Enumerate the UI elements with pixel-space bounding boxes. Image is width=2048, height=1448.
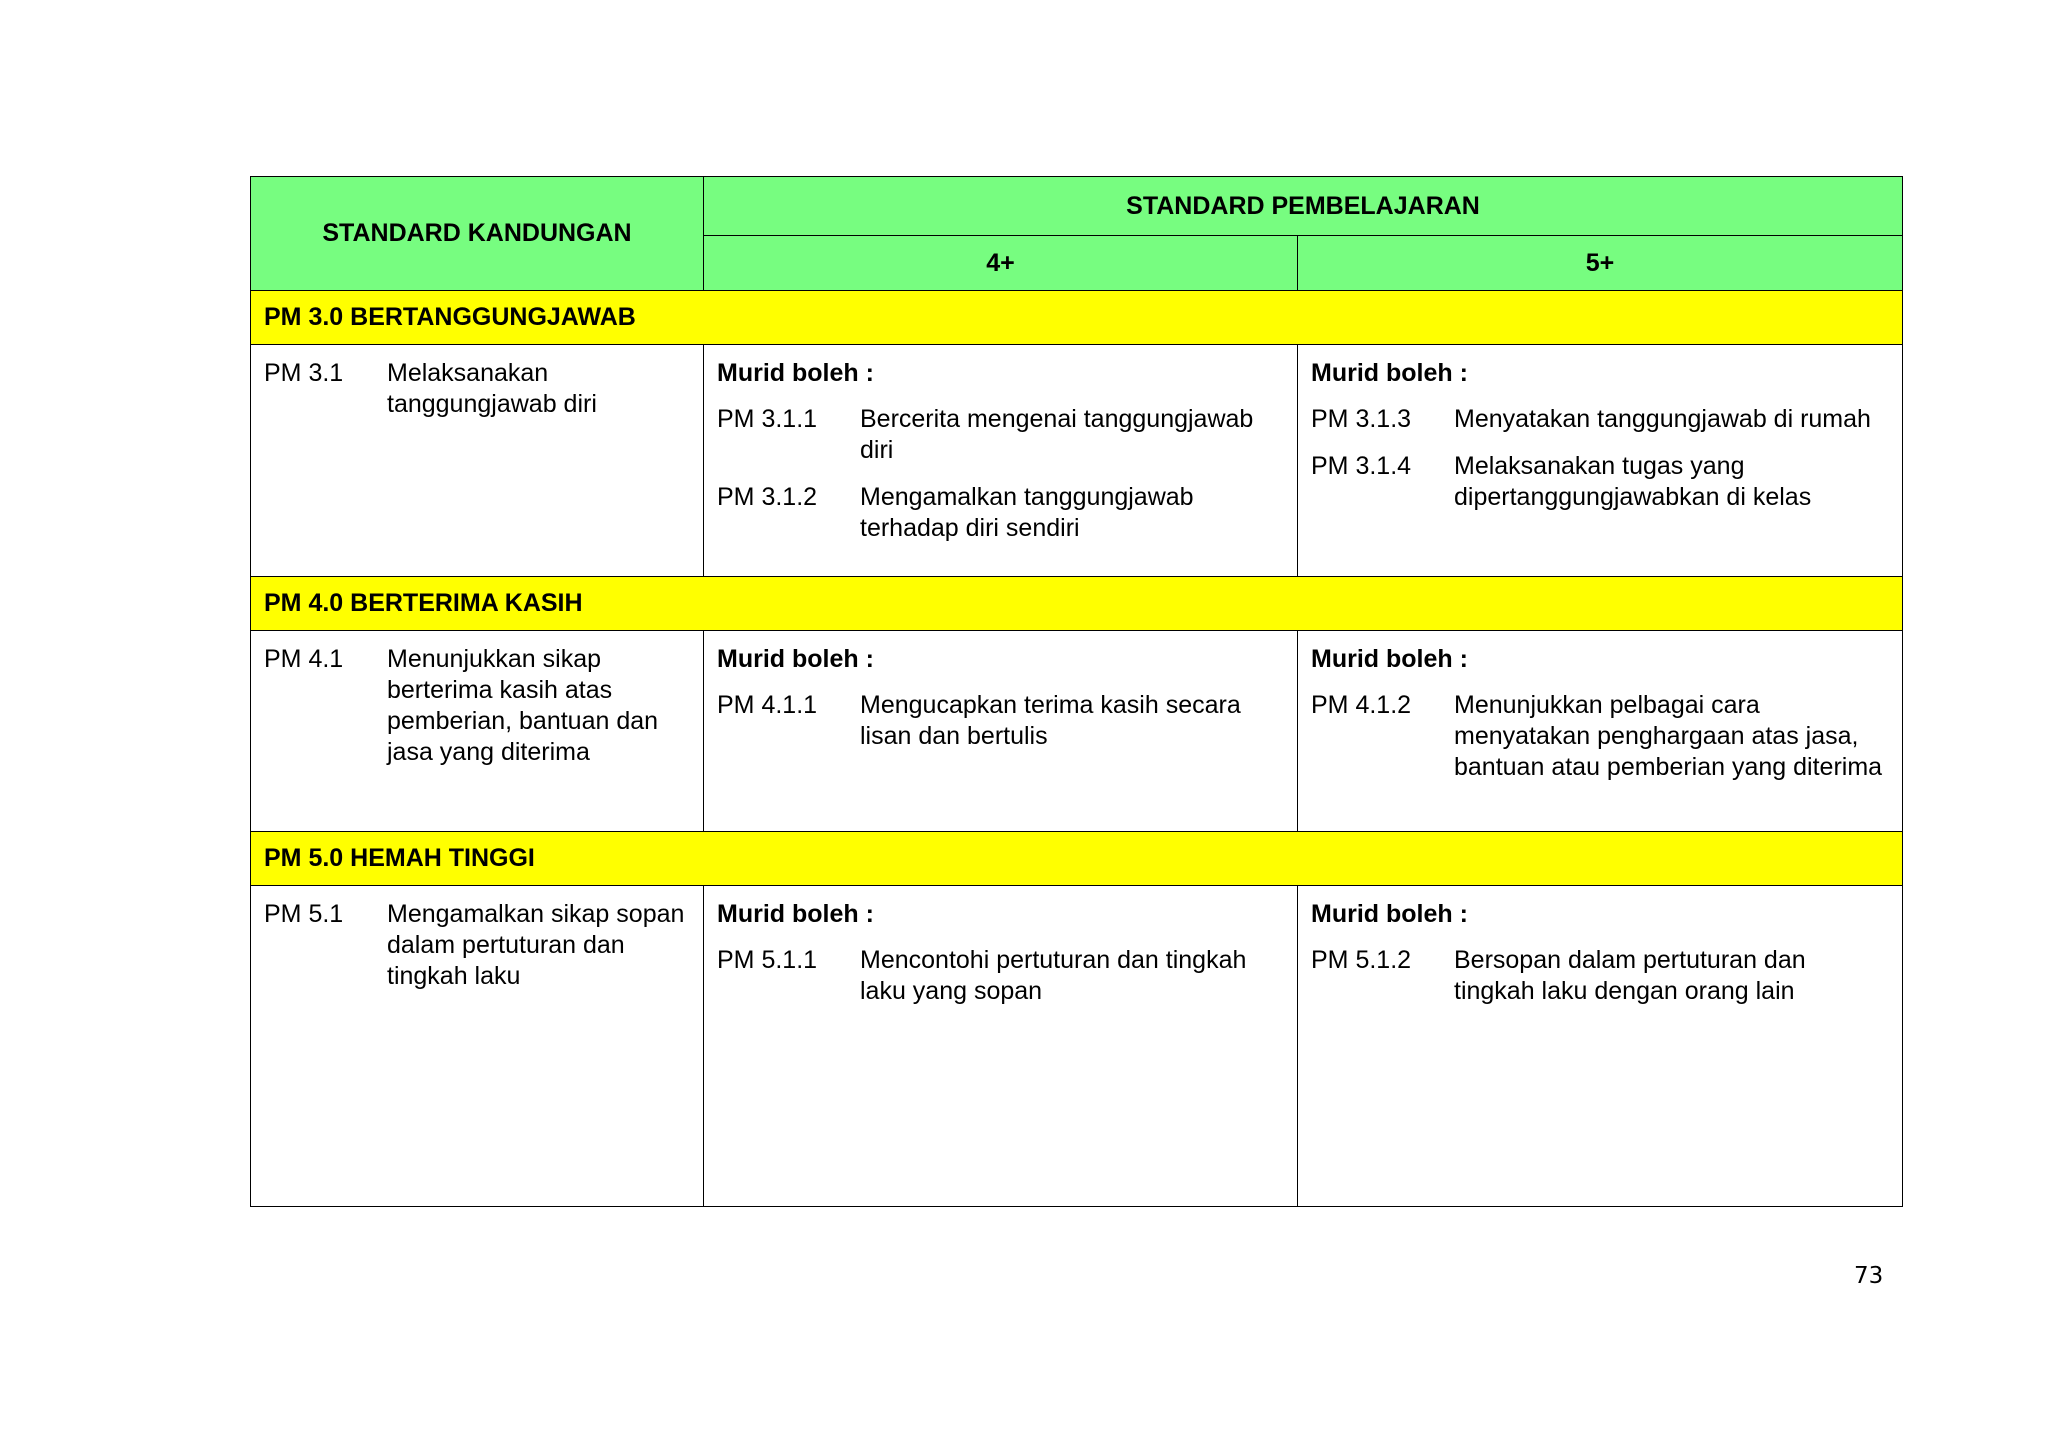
table-row [251, 886, 1903, 1207]
standard-code: PM 4.1.1 [717, 691, 818, 719]
pembelajaran-cell-5 [1298, 886, 1903, 1207]
header-level-4: 4+ [704, 236, 1298, 291]
kandungan-code: PM 5.1 [264, 900, 344, 928]
header-level-5: 5+ [1298, 236, 1903, 291]
pembelajaran-cell-5 [1298, 345, 1903, 577]
kandungan-code: PM 3.1 [264, 359, 344, 387]
pembelajaran-cell-4 [704, 345, 1298, 577]
section-row [251, 577, 1903, 631]
standard-text: Mengamalkan tanggungjawab terhadap diri sendiri [860, 483, 1194, 542]
standard-code: PM 5.1.1 [717, 946, 818, 974]
kandungan-cell [251, 631, 704, 832]
kandungan-text: Menunjukkan sikap berterima kasih atas pemberian, bantuan dan jasa yang diterima [387, 645, 659, 766]
murid-boleh-label: Murid boleh : [717, 359, 874, 387]
kandungan-text: Melaksanakan tanggungjawab diri [387, 359, 597, 418]
standard-code: PM 3.1.1 [717, 405, 818, 433]
pembelajaran-cell-4 [704, 631, 1298, 832]
section-row [251, 291, 1903, 345]
page-number: 73 [1854, 1263, 1884, 1289]
standard-text: Bersopan dalam pertuturan dan tingkah laku dengan orang lain [1454, 946, 1806, 1005]
murid-boleh-label: Murid boleh : [717, 645, 874, 673]
standard-text: Menyatakan tanggungjawab di rumah [1454, 405, 1871, 433]
table-row [251, 631, 1903, 832]
section-row [251, 832, 1903, 886]
kandungan-code: PM 4.1 [264, 645, 344, 673]
standard-text: Menunjukkan pelbagai cara menyatakan penghargaan atas jasa, bantuan atau pemberian yang diterima [1454, 691, 1883, 781]
kandungan-text: Mengamalkan sikap sopan dalam pertuturan dan tingkah laku [387, 900, 685, 990]
section-title: PM 3.0 BERTANGGUNGJAWAB [251, 291, 1903, 345]
standard-text: Mencontohi pertuturan dan tingkah laku yang sopan [860, 946, 1247, 1005]
murid-boleh-label: Murid boleh : [1311, 359, 1468, 387]
kandungan-cell [251, 886, 704, 1207]
murid-boleh-label: Murid boleh : [1311, 900, 1468, 928]
header-standard-pembelajaran: STANDARD PEMBELAJARAN [704, 177, 1903, 236]
table-header-row [251, 177, 1903, 236]
table-row [251, 345, 1903, 577]
pembelajaran-cell-5 [1298, 631, 1903, 832]
standard-text: Bercerita mengenai tanggungjawab diri [860, 405, 1254, 464]
pembelajaran-cell-4 [704, 886, 1298, 1207]
murid-boleh-label: Murid boleh : [717, 900, 874, 928]
standard-text: Melaksanakan tugas yang dipertanggungjawabkan di kelas [1454, 452, 1812, 511]
section-title: PM 5.0 HEMAH TINGGI [251, 832, 1903, 886]
section-title: PM 4.0 BERTERIMA KASIH [251, 577, 1903, 631]
standard-code: PM 3.1.4 [1311, 452, 1412, 480]
standard-code: PM 4.1.2 [1311, 691, 1412, 719]
murid-boleh-label: Murid boleh : [1311, 645, 1468, 673]
standard-code: PM 3.1.2 [717, 483, 818, 511]
curriculum-table [250, 176, 1903, 1207]
header-standard-kandungan: STANDARD KANDUNGAN [251, 177, 704, 291]
kandungan-cell [251, 345, 704, 577]
standard-text: Mengucapkan terima kasih secara lisan dan bertulis [860, 691, 1241, 750]
standard-code: PM 3.1.3 [1311, 405, 1412, 433]
standard-code: PM 5.1.2 [1311, 946, 1412, 974]
